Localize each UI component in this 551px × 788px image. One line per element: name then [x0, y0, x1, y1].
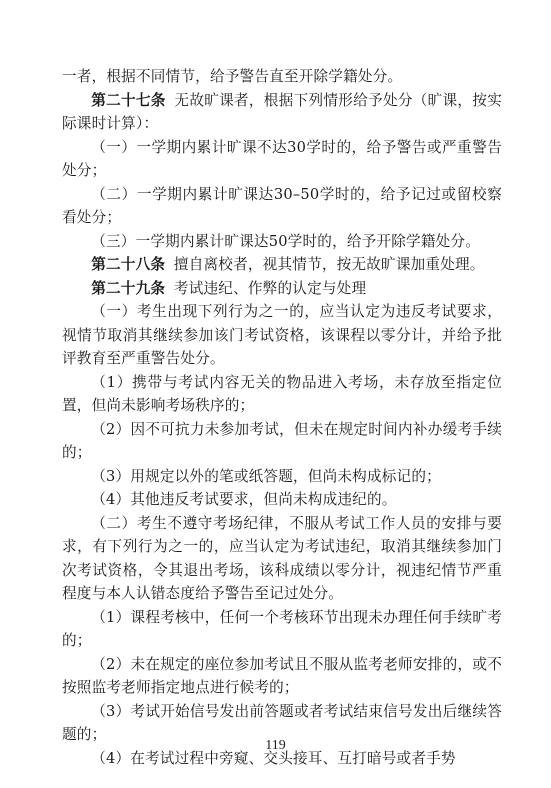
article-number: 第二十八条 — [91, 256, 166, 273]
paragraph-text: （一）一学期内累计旷课不达30学时的，给予警告或严重警告处分； — [62, 138, 502, 179]
body-paragraph — [62, 300, 502, 371]
article-paragraph — [62, 277, 502, 301]
body-paragraph — [62, 230, 502, 254]
body-paragraph — [62, 183, 502, 230]
body-paragraph — [62, 653, 502, 700]
paragraph-text: （二）一学期内累计旷课达30–50学时的，给予记过或留校察看处分； — [62, 185, 502, 226]
body-paragraph — [62, 606, 502, 653]
paragraph-text: （1）携带与考试内容无关的物品进入考场，未存放至指定位置，但尚未影响考场秩序的； — [62, 373, 502, 414]
body-paragraph — [62, 371, 502, 418]
paragraph-text: （2）因不可抗力未参加考试，但未在规定时间内补办缓考手续的； — [62, 420, 502, 461]
paragraph-text: （2）未在规定的座位参加考试且不服从监考老师安排的，或不按照监考老师指定地点进行候考的； — [62, 655, 502, 696]
paragraph-text: 无故旷课者，根据下列情形给予处分（旷课，按实际课时计算）： — [62, 91, 502, 132]
article-paragraph — [62, 253, 502, 277]
paragraph-text: （一）考生出现下列行为之一的，应当认定为违反考试要求，视情节取消其继续参加该门考试资格，该课程以零分计，并给予批评教育至严重警告处分。 — [62, 303, 502, 367]
page-body — [62, 65, 502, 770]
body-paragraph — [62, 465, 502, 489]
paragraph-text: （4）其他违反考试要求，但尚未构成违纪的。 — [91, 491, 397, 508]
paragraph-text: （3）考试开始信号发出前答题或者考试结束信号发出后继续答题的； — [62, 702, 502, 743]
body-paragraph — [62, 136, 502, 183]
paragraph-text: （三）一学期内累计旷课达50学时的，给予开除学籍处分。 — [91, 232, 481, 250]
paragraph-text: （1）课程考核中，任何一个考核环节出现未办理任何手续旷考的； — [62, 608, 502, 649]
paragraph-text: 考试违纪、作弊的认定与处理 — [173, 279, 367, 297]
paragraph-text: （4）在考试过程中旁窥、交头接耳、互打暗号或者手势 — [91, 749, 456, 767]
paragraph-text: （3）用规定以外的笔或纸答题，但尚未构成标记的； — [91, 467, 441, 485]
body-paragraph — [62, 418, 502, 465]
article-number: 第二十七条 — [91, 91, 166, 109]
paragraph-text: （二）考生不遵守考场纪律，不服从考试工作人员的安排与要求，有下列行为之一的，应当认定为考试违纪，取消其继续参加门次考试资格，令其退出考场，该科成绩以零分计，视违纪情节严重程度与本人认错态度给予警告至记过处分。 — [62, 514, 502, 602]
body-paragraph — [62, 65, 502, 89]
paragraph-text: 擅自离校者，视其情节，按无故旷课加重处理。 — [173, 256, 485, 273]
paragraph-text: 一者，根据不同情节，给予警告直至开除学籍处分。 — [62, 68, 403, 85]
page-number: 119 — [265, 738, 286, 753]
body-paragraph — [62, 488, 502, 512]
article-paragraph — [62, 89, 502, 136]
article-number: 第二十九条 — [91, 279, 166, 297]
body-paragraph — [62, 512, 502, 606]
